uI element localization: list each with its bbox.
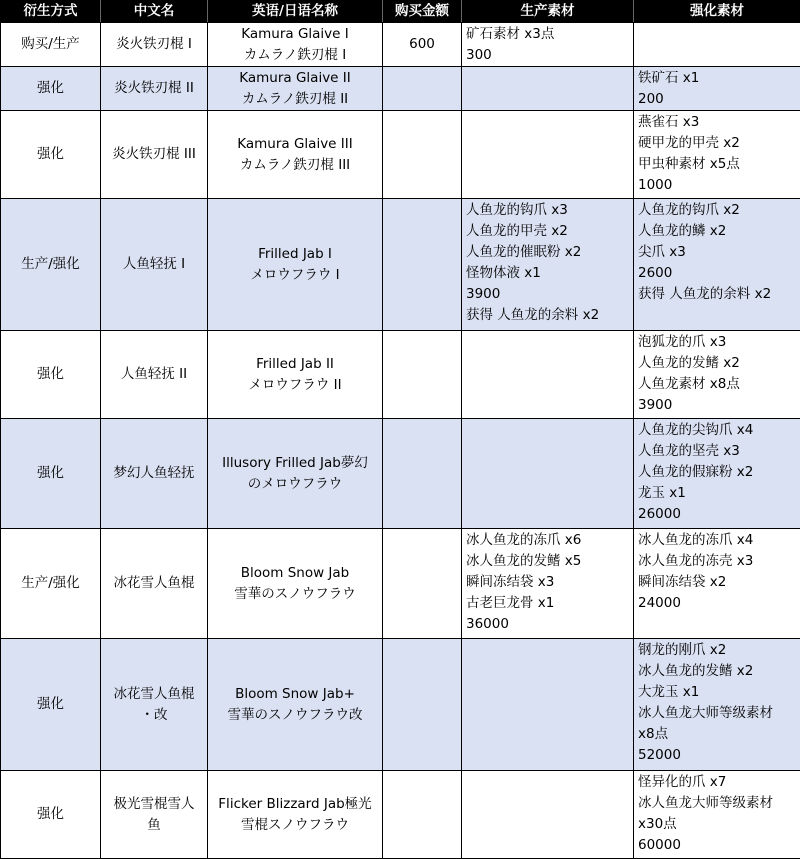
cell-craft-materials: [462, 639, 634, 771]
cell-upgrade-materials: 人鱼龙的钩爪 x2 人鱼龙的鳞 x2 尖爪 x3 2600 获得 人鱼龙的余料 x2: [634, 199, 800, 331]
cell-craft-materials: [462, 331, 634, 419]
table-row: [1, 67, 800, 111]
table-row: [1, 331, 800, 419]
cell-en-jp-name: Kamura Glaive I カムラノ鉄刃棍 I: [208, 23, 383, 67]
cell-craft-materials: 人鱼龙的钩爪 x3 人鱼龙的甲壳 x2 人鱼龙的催眠粉 x2 怪物体液 x1 3900 获得 人鱼龙的余料 x2: [462, 199, 634, 331]
cell-en-jp-name: Kamura Glaive III カムラノ鉄刃棍 III: [208, 111, 383, 199]
cell-upgrade-materials: 泡狐龙的爪 x3 人鱼龙的发鳍 x2 人鱼龙素材 x8点 3900: [634, 331, 800, 419]
cell-method: 强化: [1, 111, 101, 199]
cell-cn-name: 炎火铁刃棍 II: [101, 67, 208, 111]
cell-price: [383, 67, 462, 111]
cell-price: [383, 331, 462, 419]
header-craft-materials: 生产素材: [462, 1, 634, 23]
cell-price: 600: [383, 23, 462, 67]
cell-en-jp-name: Frilled Jab II メロウフラウ II: [208, 331, 383, 419]
cell-method: 强化: [1, 639, 101, 771]
cell-upgrade-materials: 冰人鱼龙的冻爪 x4 冰人鱼龙的冻壳 x3 瞬间冻结袋 x2 24000: [634, 529, 800, 639]
cell-cn-name: 冰花雪人鱼棍: [101, 529, 208, 639]
cell-price: [383, 639, 462, 771]
cell-price: [383, 771, 462, 859]
cell-cn-name: 冰花雪人鱼棍 ・改: [101, 639, 208, 771]
header-cn-name: 中文名: [101, 1, 208, 23]
header-method: 衍生方式: [1, 1, 101, 23]
table-row: [1, 771, 800, 859]
cell-price: [383, 199, 462, 331]
cell-price: [383, 419, 462, 529]
cell-upgrade-materials: [634, 23, 800, 67]
table-row: [1, 529, 800, 639]
cell-cn-name: 人鱼轻抚 II: [101, 331, 208, 419]
cell-en-jp-name: Kamura Glaive II カムラノ鉄刃棍 II: [208, 67, 383, 111]
cell-method: 购买/生产: [1, 23, 101, 67]
cell-cn-name: 梦幻人鱼轻抚: [101, 419, 208, 529]
cell-upgrade-materials: 怪异化的爪 x7 冰人鱼龙大师等级素材 x30点 60000: [634, 771, 800, 859]
cell-price: [383, 111, 462, 199]
cell-upgrade-materials: 人鱼龙的尖钩爪 x4 人鱼龙的坚壳 x3 人鱼龙的假寐粉 x2 龙玉 x1 26000: [634, 419, 800, 529]
cell-cn-name: 极光雪棍雪人 鱼: [101, 771, 208, 859]
cell-method: 生产/强化: [1, 529, 101, 639]
header-row: [1, 1, 800, 23]
table-row: [1, 111, 800, 199]
cell-craft-materials: 冰人鱼龙的冻爪 x6 冰人鱼龙的发鳍 x5 瞬间冻结袋 x3 古老巨龙骨 x1 36000: [462, 529, 634, 639]
table-row: [1, 199, 800, 331]
cell-craft-materials: 矿石素材 x3点 300: [462, 23, 634, 67]
cell-craft-materials: [462, 111, 634, 199]
cell-cn-name: 炎火铁刃棍 I: [101, 23, 208, 67]
table-row: [1, 639, 800, 771]
cell-method: 强化: [1, 771, 101, 859]
cell-cn-name: 人鱼轻抚 I: [101, 199, 208, 331]
cell-craft-materials: [462, 771, 634, 859]
cell-method: 强化: [1, 419, 101, 529]
cell-cn-name: 炎火铁刃棍 III: [101, 111, 208, 199]
cell-en-jp-name: Flicker Blizzard Jab極光 雪棍スノウフラウ: [208, 771, 383, 859]
cell-upgrade-materials: 钢龙的刚爪 x2 冰人鱼龙的发鳍 x2 大龙玉 x1 冰人鱼龙大师等级素材 x8点 52000: [634, 639, 800, 771]
cell-method: 生产/强化: [1, 199, 101, 331]
cell-upgrade-materials: 燕雀石 x3 硬甲龙的甲壳 x2 甲虫种素材 x5点 1000: [634, 111, 800, 199]
header-en-jp-name: 英语/日语名称: [208, 1, 383, 23]
table-row: [1, 419, 800, 529]
cell-upgrade-materials: 铁矿石 x1 200: [634, 67, 800, 111]
header-price: 购买金额: [383, 1, 462, 23]
header-upgrade-materials: 强化素材: [634, 1, 800, 23]
cell-en-jp-name: Bloom Snow Jab 雪華のスノウフラウ: [208, 529, 383, 639]
cell-method: 强化: [1, 331, 101, 419]
cell-en-jp-name: Frilled Jab I メロウフラウ I: [208, 199, 383, 331]
table-row: [1, 23, 800, 67]
cell-en-jp-name: Bloom Snow Jab+ 雪華のスノウフラウ改: [208, 639, 383, 771]
cell-method: 强化: [1, 67, 101, 111]
cell-price: [383, 529, 462, 639]
cell-craft-materials: [462, 67, 634, 111]
cell-craft-materials: [462, 419, 634, 529]
cell-en-jp-name: Illusory Frilled Jab夢幻 のメロウフラウ: [208, 419, 383, 529]
